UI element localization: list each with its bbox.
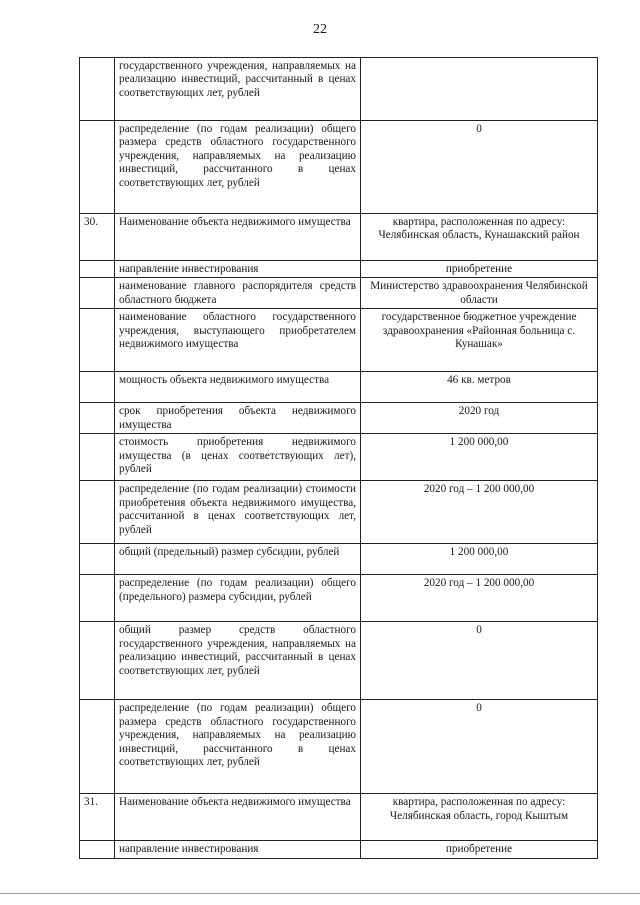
parameter-label-cell: распределение (по годам реализации) общего размера средств областного государственного учреждения, направляемых на реализацию инвестиций, рассчитанного в ценах соответствующих лет, рублей xyxy=(115,700,361,794)
table-row xyxy=(80,575,598,622)
parameter-value-cell: квартира, расположенная по адресу: Челябинская область, Кунашакский район xyxy=(361,214,598,261)
investment-table xyxy=(79,57,598,859)
row-number-cell xyxy=(80,434,115,481)
parameter-label-cell: наименование областного государственного учреждения, выступающего приобретателем недвижимого имущества xyxy=(115,309,361,372)
row-number-cell xyxy=(80,575,115,622)
parameter-value-cell: 2020 год – 1 200 000,00 xyxy=(361,481,598,544)
parameter-label-cell: направление инвестирования xyxy=(115,841,361,858)
page-number: 22 xyxy=(313,22,327,37)
parameter-label-cell: государственного учреждения, направляемых на реализацию инвестиций, рассчитанный в ценах соответствующих лет, рублей xyxy=(115,58,361,121)
row-number-cell xyxy=(80,58,115,121)
table-row xyxy=(80,261,598,278)
parameter-value-cell: 0 xyxy=(361,121,598,214)
parameter-value-cell: 1 200 000,00 xyxy=(361,434,598,481)
parameter-value-cell: Министерство здравоохранения Челябинской области xyxy=(361,278,598,309)
table-row xyxy=(80,794,598,841)
parameter-label-cell: общий (предельный) размер субсидии, рублей xyxy=(115,544,361,575)
bottom-divider xyxy=(0,893,640,894)
parameter-value-cell xyxy=(361,58,598,121)
table-row xyxy=(80,841,598,858)
parameter-value-cell: 2020 год – 1 200 000,00 xyxy=(361,575,598,622)
row-number-cell xyxy=(80,700,115,794)
row-number-cell xyxy=(80,622,115,700)
table-row xyxy=(80,278,598,309)
parameter-label-cell: направление инвестирования xyxy=(115,261,361,278)
table-row xyxy=(80,309,598,372)
row-number-cell xyxy=(80,841,115,858)
parameter-value-cell: 2020 год xyxy=(361,403,598,434)
row-number-cell: 30. xyxy=(80,214,115,261)
parameter-value-cell: 0 xyxy=(361,622,598,700)
parameter-label-cell: распределение (по годам реализации) общего (предельного) размера субсидии, рублей xyxy=(115,575,361,622)
parameter-label-cell: наименование главного распорядителя средств областного бюджета xyxy=(115,278,361,309)
table-row xyxy=(80,434,598,481)
row-number-cell xyxy=(80,544,115,575)
parameter-value-cell: 1 200 000,00 xyxy=(361,544,598,575)
row-number-cell xyxy=(80,309,115,372)
parameter-value-cell: 0 xyxy=(361,700,598,794)
parameter-value-cell: приобретение xyxy=(361,841,598,858)
row-number-cell xyxy=(80,278,115,309)
table-row xyxy=(80,544,598,575)
row-number-cell xyxy=(80,261,115,278)
parameter-label-cell: срок приобретения объекта недвижимого имущества xyxy=(115,403,361,434)
parameter-label-cell: стоимость приобретения недвижимого имущества (в ценах соответствующих лет), рублей xyxy=(115,434,361,481)
parameter-label-cell: общий размер средств областного государственного учреждения, направляемых на реализацию инвестиций, рассчитанный в ценах соответствующих лет, рублей xyxy=(115,622,361,700)
table-row xyxy=(80,214,598,261)
table-row xyxy=(80,700,598,794)
table-row xyxy=(80,622,598,700)
parameter-value-cell: квартира, расположенная по адресу: Челябинская область, город Кыштым xyxy=(361,794,598,841)
row-number-cell xyxy=(80,121,115,214)
parameter-value-cell: государственное бюджетное учреждение здравоохранения «Районная больница с. Кунашак» xyxy=(361,309,598,372)
parameter-label-cell: Наименование объекта недвижимого имущества xyxy=(115,214,361,261)
parameter-label-cell: распределение (по годам реализации) общего размера средств областного государственного учреждения, направляемых на реализацию инвестиций, рассчитанного в ценах соответствующих лет, рублей xyxy=(115,121,361,214)
row-number-cell xyxy=(80,403,115,434)
parameter-value-cell: 46 кв. метров xyxy=(361,372,598,403)
table-row xyxy=(80,121,598,214)
parameter-label-cell: распределение (по годам реализации) стоимости приобретения объекта недвижимого имущества, рассчитанной в ценах соответствующих лет, рублей xyxy=(115,481,361,544)
parameter-label-cell: Наименование объекта недвижимого имущества xyxy=(115,794,361,841)
row-number-cell: 31. xyxy=(80,794,115,841)
table-row xyxy=(80,403,598,434)
row-number-cell xyxy=(80,481,115,544)
parameter-label-cell: мощность объекта недвижимого имущества xyxy=(115,372,361,403)
row-number-cell xyxy=(80,372,115,403)
table-row xyxy=(80,481,598,544)
table-row xyxy=(80,58,598,121)
table-body xyxy=(80,58,598,859)
parameter-value-cell: приобретение xyxy=(361,261,598,278)
table-row xyxy=(80,372,598,403)
